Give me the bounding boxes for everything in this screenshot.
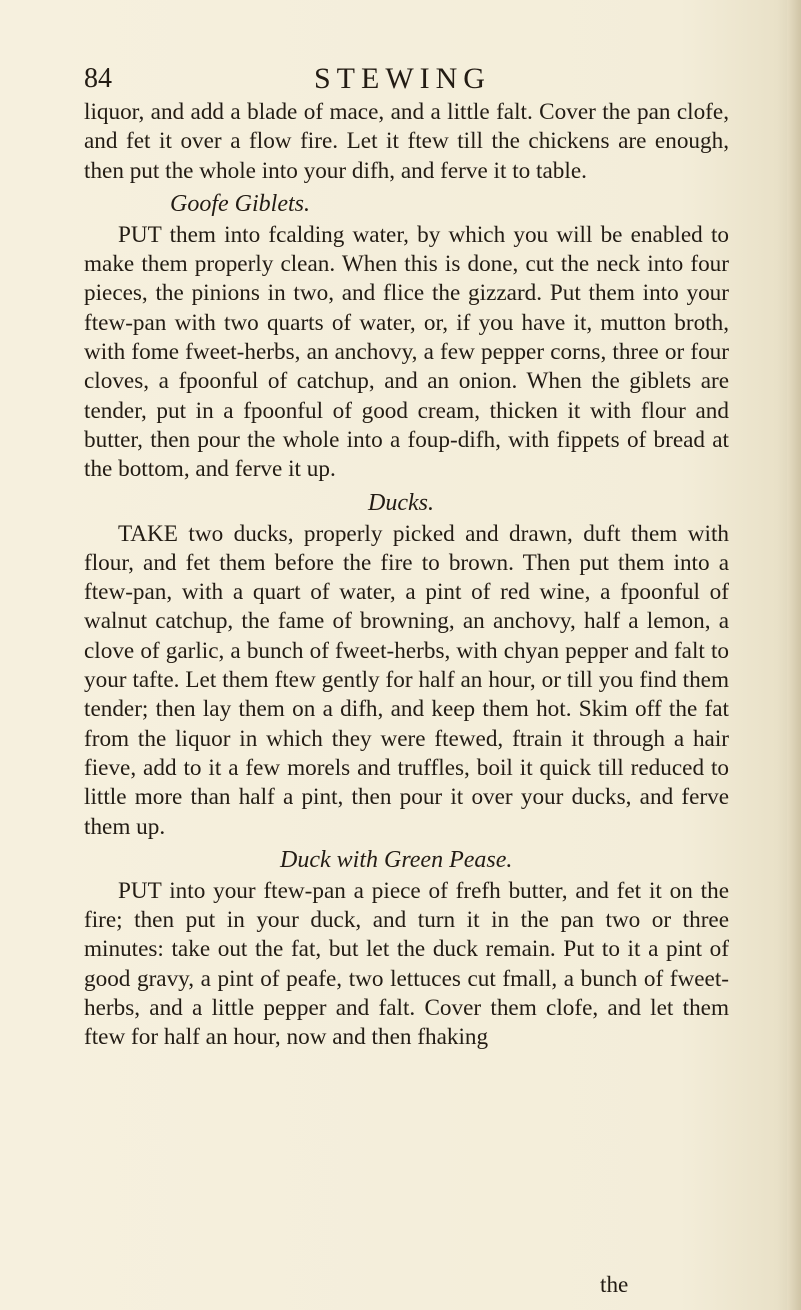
recipe-text-duck-green-pease: PUT into your ftew-pan a piece of frefh butter, and fet it on the fire; then put in your duck, and turn it in the pan two or three minutes: take out the fat, but let the duck remain. Put to it a pint of good gravy, a pint of peafe, two lettuces cut fmall, a bunch of fweet-herbs, and a little pepper and falt. Cover them clofe, and let them ftew for half an hour, now and then fhaking <box>84 877 729 1051</box>
recipe-text-ducks: TAKE two ducks, properly picked and drawn, duft them with flour, and fet them before the fire to brown. Then put them into a ftew-pan, with a quart of water, a pint of red wine, a fpoonful of walnut catchup, the fame of browning, an anchovy, half a lemon, a clove of garlic, a bunch of fweet-herbs, with chyan pepper and falt to your tafte. Let them ftew gently for half an hour, or till you find them tender; then lay them on a difh, and keep them hot. Skim off the fat from the liquor in which they were ftewed, ftrain it through a hair fieve, add to it a few morels and truffles, boil it quick till reduced to little more than half a pint, then pour it over your ducks, and ferve them up. <box>84 520 729 840</box>
page-number: 84 <box>84 63 112 94</box>
continuation-paragraph: liquor, and add a blade of mace, and a little falt. Cover the pan clofe, and fet it over a flow fire. Let it ftew till the chickens are enough, then put the whole into your difh, and ferve it to table. <box>84 99 729 184</box>
running-title: STEWING <box>314 62 491 95</box>
page-header <box>84 62 644 102</box>
recipe-title-ducks: Ducks. <box>368 489 434 516</box>
recipe-title-duck-green-pease: Duck with Green Pease. <box>280 846 513 873</box>
page-edge <box>787 0 801 1310</box>
recipe-title-goose-giblets: Goofe Giblets. <box>170 190 310 217</box>
recipe-text-goose-giblets: PUT them into fcalding water, by which you will be enabled to make them properly clean. When this is done, cut the neck into four pieces, the pinions in two, and flice the gizzard. Put them into your ftew-pan with two quarts of water, or, if you have it, mutton broth, with fome fweet-herbs, an anchovy, a few pepper corns, three or four cloves, a fpoonful of catchup, and an onion. When the giblets are tender, put in a fpoonful of good cream, thicken it with flour and butter, then pour the whole into a foup-difh, with fippets of bread at the bottom, and ferve it up. <box>84 221 729 483</box>
page-body <box>84 98 729 1053</box>
catchword: the <box>600 1272 629 1298</box>
